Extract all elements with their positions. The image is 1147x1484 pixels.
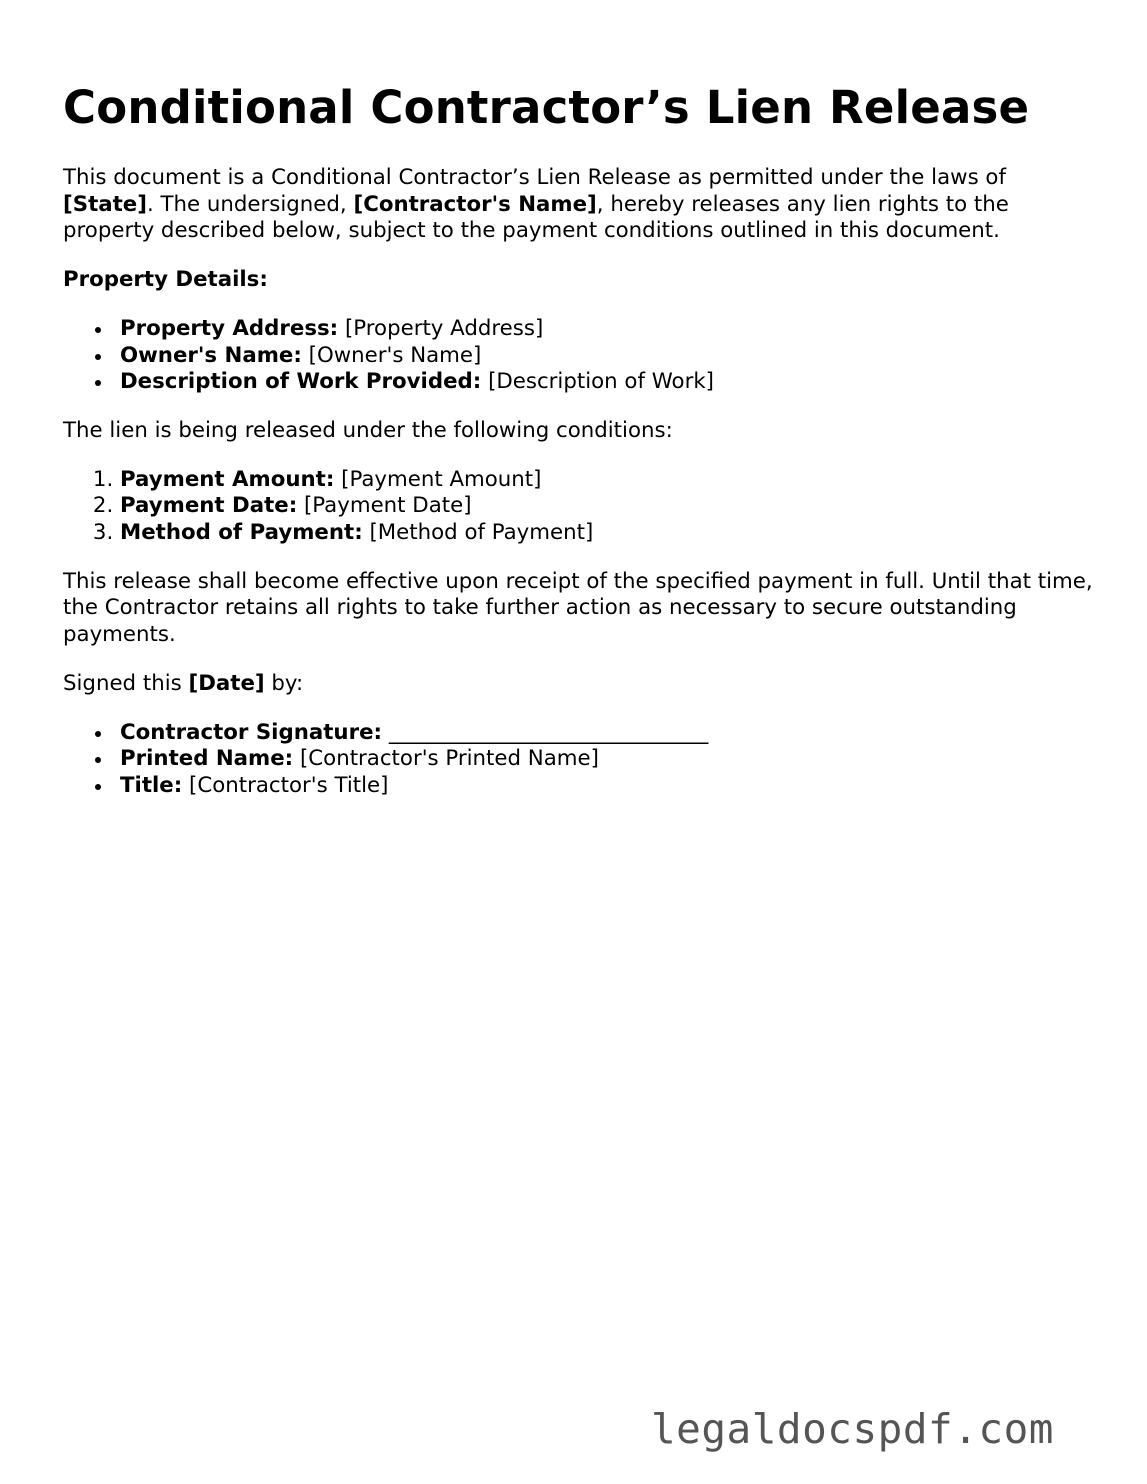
- list-item: [120, 520, 1093, 547]
- list-item: [120, 493, 1093, 520]
- property-details-heading: [63, 267, 1093, 294]
- conditions-list: [63, 467, 1093, 547]
- signed-prefix: Signed this: [63, 670, 189, 696]
- list-item: [120, 369, 1093, 396]
- document-page: [63, 78, 1093, 800]
- signed-line: [63, 671, 1093, 698]
- property-details-heading-text: Property Details:: [63, 267, 268, 293]
- item-label: Property Address:: [120, 315, 339, 341]
- intro-text-1: This document is a Conditional Contractor’s Lien Release as permitted under the laws of: [63, 165, 1006, 190]
- item-label: Title:: [120, 772, 183, 798]
- intro-text-2: . The undersigned,: [146, 191, 354, 217]
- item-label: Contractor Signature:: [120, 719, 383, 745]
- item-label: Owner's Name:: [120, 342, 302, 368]
- state-placeholder: [State]: [63, 191, 147, 217]
- signature-list: [63, 720, 1093, 800]
- effective-paragraph: This release shall become effective upon receipt of the specified payment in full. Until that time, the Contractor retains all rights to take further action as necessary to secure outstanding payments.: [63, 568, 1093, 648]
- item-value: [Contractor's Title]: [182, 772, 389, 798]
- intro-text-3: , hereby releases any lien rights to the property described below, subject to the payment conditions outlined in this document.: [63, 191, 1009, 244]
- date-placeholder: [Date]: [188, 670, 265, 696]
- item-value: [Description of Work]: [481, 369, 714, 395]
- item-value: [Property Address]: [338, 315, 544, 341]
- item-value: [Payment Amount]: [334, 466, 542, 492]
- watermark: legaldocspdf.com: [651, 1405, 1054, 1453]
- item-value: [Payment Date]: [297, 493, 472, 519]
- list-item: [120, 720, 1093, 747]
- contractor-name-placeholder: [Contractor's Name]: [353, 191, 597, 217]
- list-item: [120, 467, 1093, 494]
- item-label: Payment Amount:: [120, 466, 335, 492]
- item-value: [Owner's Name]: [301, 342, 482, 368]
- signature-line: ______________________________: [382, 719, 709, 745]
- signed-suffix: by:: [264, 670, 304, 696]
- item-label: Method of Payment:: [120, 520, 363, 546]
- list-item: [120, 746, 1093, 773]
- document-title: Conditional Contractor’s Lien Release: [63, 81, 1030, 134]
- property-details-list: [63, 316, 1093, 396]
- item-label: Payment Date:: [120, 493, 298, 519]
- list-item: [120, 316, 1093, 343]
- conditions-intro: The lien is being released under the following conditions:: [63, 417, 673, 443]
- list-item: [120, 343, 1093, 370]
- item-value: [Method of Payment]: [362, 520, 594, 546]
- item-label: Printed Name:: [120, 746, 294, 772]
- item-value: [Contractor's Printed Name]: [293, 746, 599, 772]
- item-label: Description of Work Provided:: [120, 369, 482, 395]
- intro-paragraph: [63, 165, 1093, 245]
- list-item: [120, 773, 1093, 800]
